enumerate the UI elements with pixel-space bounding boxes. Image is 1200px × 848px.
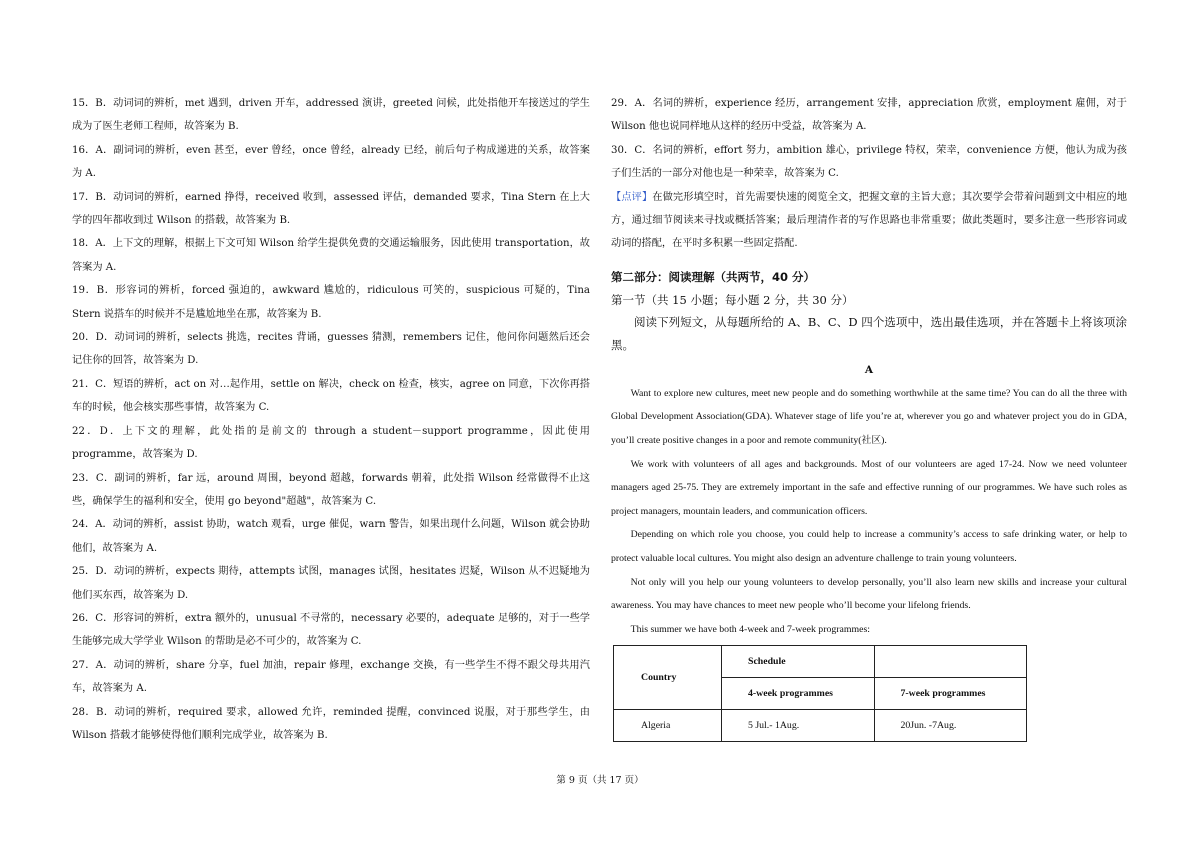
answer-item-22: 22．D．上下文的理解，此处指的是前文的 through a student－support programme，因此使用 programme，故答案为 D. bbox=[72, 425, 590, 461]
passage-letter: A bbox=[864, 363, 874, 376]
answer-item-20: 20．D．动词词的辨析，selects 挑选，recites 背诵，guesses 猜测，remembers 记住，他问你问题然后还会记住你的回答，故答案为 D. bbox=[72, 332, 590, 367]
passage-paragraph: Depending on which role you choose, you could help to increase a community’s access to safe drinking water, or help to protect valuable local cultures. You might also design an adventure challenge to train young volunteers. bbox=[611, 529, 1127, 564]
subsection-title: 第一节（共 15 小题；每小题 2 分，共 30 分） bbox=[611, 292, 854, 307]
col-4week-header: 4-week programmes bbox=[722, 678, 875, 710]
left-column bbox=[72, 92, 590, 747]
country-cell: Algeria bbox=[614, 710, 722, 742]
section-title: 第二部分：阅读理解（共两节，40 分） bbox=[611, 269, 816, 284]
empty-header-cell bbox=[874, 646, 1027, 678]
answer-item-24: 24．A．动词的辨析，assist 协助，watch 观看，urge 催促，warn 警告，如果出现什么问题，Wilson 就会协助他们，故答案为 A. bbox=[72, 519, 590, 554]
table-row bbox=[614, 710, 1027, 742]
passage-paragraph: Not only will you help our young volunteers to develop personally, you’ll also learn new skills and increase your cultural awareness. You may have chances to meet new people who’ll become your lifelong friends. bbox=[611, 576, 1127, 612]
col-7week-header: 7-week programmes bbox=[874, 678, 1027, 710]
answer-item-27: 27．A．动词的辨析，share 分享，fuel 加油，repair 修理，exchange 交换，有一些学生不得不跟父母共用汽车，故答案为 A. bbox=[72, 659, 590, 695]
answer-item-25: 25．D．动词的辨析，expects 期待，attempts 试图，manages 试图，hesitates 迟疑，Wilson 从不迟疑地为他们买东西，故答案为 D. bbox=[72, 566, 590, 601]
passage-paragraph: Want to explore new cultures, meet new people and do something worthwhile at the same time? You can do all the three with Global Development Association(GDA). Whatever stage of life you’re at, wherever you go and whatever project you do in GDA, you’ll create positive changes in a poor and remote community(社区). bbox=[611, 387, 1127, 447]
comment-text: 在做完形填空时，首先需要快速的阅览全文，把握文章的主旨大意；其次要学会带着问题到文中相应的地方，通过细节阅读来寻找或概括答案；最后理清作者的写作思路也非常重要；做此类题时，要多注意一些形容词或动词的搭配，在平时多积累一些固定搭配. bbox=[611, 191, 1128, 250]
answer-item-15: 15．B．动词词的辨析，met 遇到，driven 开车，addressed 演讲，greeted 问候，此处指他开车接送过的学生成为了医生老师工程师，故答案为 B. bbox=[72, 98, 590, 133]
answer-item-17: 17．B．动词词的辨析，earned 挣得，received 收到，assessed 评估，demanded 要求，Tina Stern 在上大学的四年都收到过 Wilson 的搭载，故答案为 B. bbox=[72, 191, 590, 227]
comment-label: 【点评】 bbox=[611, 191, 653, 203]
instruction-text: 阅读下列短文，从每题所给的 A、B、C、D 四个选项中，选出最佳选项，并在答题卡上将该项涂黑。 bbox=[611, 314, 1127, 352]
answer-item-21: 21．C．短语的辨析，act on 对…起作用，settle on 解决，check on 检查，核实，agree on 同意，下次你再搭车的时候，他会核实那些事情，故答案为 C. bbox=[72, 378, 590, 414]
answer-item-28: 28．B．动词的辨析，required 要求，allowed 允许，reminded 提醒，convinced 说服，对于那些学生，由 Wilson 搭载才能够使得他们顺利完成学业，故答案为 B. bbox=[72, 706, 590, 741]
answer-item-26: 26．C．形容词的辨析，extra 额外的，unusual 不寻常的，necessary 必要的，adequate 足够的，对于一些学生能够完成大学学业 Wilson 的帮助是必不可少的，故答案为 C. bbox=[72, 612, 590, 648]
answer-item-29: 29．A．名词的辨析，experience 经历，arrangement 安排，appreciation 欣赏，employment 雇佣，对于 Wilson 他也说同样地从这样的经历中受益，故答案为 A. bbox=[611, 98, 1127, 133]
table-header-row bbox=[614, 646, 1027, 678]
answer-item-18: 18．A．上下文的理解，根据上下文可知 Wilson 给学生提供免费的交通运输服务，因此使用 transportation，故答案为 A. bbox=[72, 238, 590, 273]
week7-cell: 20Jun. -7Aug. bbox=[874, 710, 1027, 742]
comment-paragraph bbox=[611, 186, 1127, 256]
schedule-table bbox=[613, 645, 1027, 742]
schedule-header: Schedule bbox=[722, 646, 875, 678]
country-header: Country bbox=[614, 646, 722, 710]
answer-item-30: 30．C．名词的辨析，effort 努力，ambition 雄心，privilege 特权，荣幸，convenience 方便，他认为成为孩子们生活的一部分对他也是一种荣幸，故答案为 C. bbox=[611, 144, 1127, 180]
page-footer: 第 9 页（共 17 页） bbox=[556, 775, 644, 786]
passage-paragraph: We work with volunteers of all ages and backgrounds. Most of our volunteers are aged 17-24. Now we need volunteer managers aged 25-75. They are extremely important in the safe and effective running of our programmes. We have such roles as project managers, mountain leaders, and communication officers. bbox=[611, 458, 1127, 517]
answer-item-23: 23．C．副词的辨析，far 远，around 周围，beyond 超越，forwards 朝着，此处指 Wilson 经常做得不止这些，确保学生的福利和安全，使用 go beyond"超越"，故答案为 C. bbox=[72, 472, 590, 507]
answer-item-19: 19．B．形容词的辨析，forced 强迫的，awkward 尴尬的，ridiculous 可笑的，suspicious 可疑的，Tina Stern 说搭车的时候并不是尴尬地坐在那，故答案为 B. bbox=[72, 285, 590, 320]
passage-paragraph: This summer we have both 4-week and 7-week programmes: bbox=[630, 623, 871, 635]
week4-cell: 5 Jul.- 1Aug. bbox=[722, 710, 875, 742]
right-column bbox=[611, 92, 1127, 742]
answer-item-16: 16．A．副词词的辨析，even 甚至，ever 曾经，once 曾经，already 已经，前后句子构成递进的关系，故答案为 A. bbox=[72, 144, 590, 180]
